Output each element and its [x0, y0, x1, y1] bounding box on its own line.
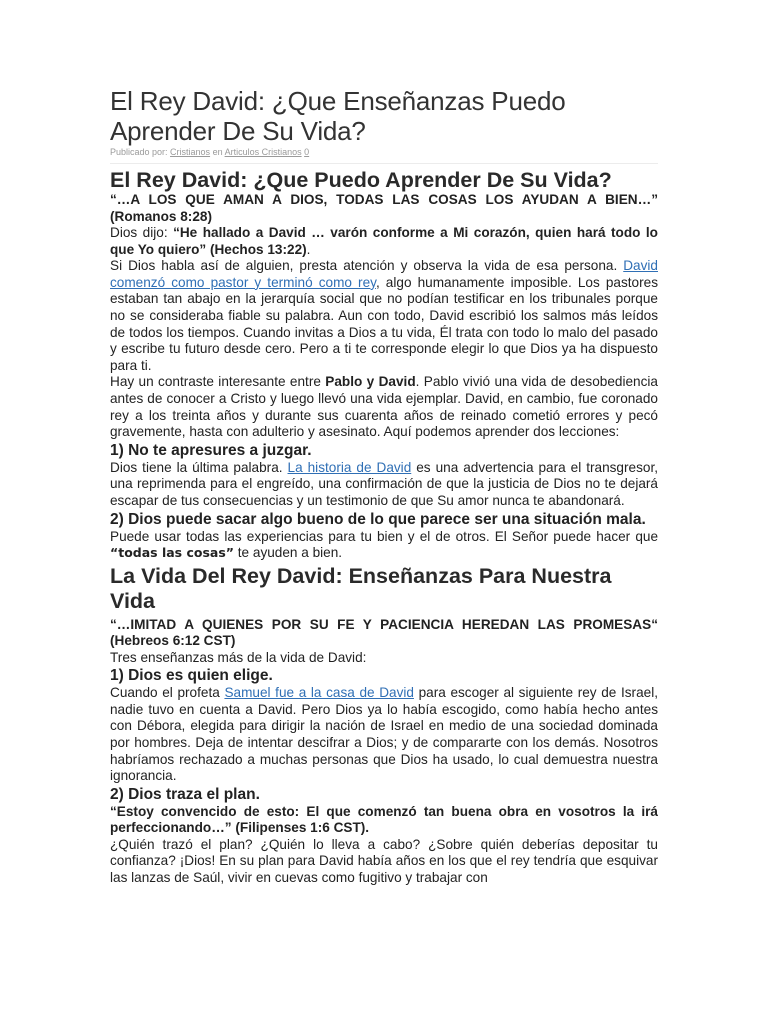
text: Hay un contraste interesante entre — [110, 374, 326, 390]
paragraph-point1 — [110, 685, 658, 785]
meta-in: en — [210, 147, 225, 157]
lesson1-heading: 1) No te apresures a juzgar. — [110, 441, 312, 459]
text: te ayuden a bien. — [234, 545, 343, 561]
text: . — [306, 241, 311, 257]
point1-heading: 1) Dios es quien elige. — [110, 667, 273, 685]
text: , algo humanamente imposible. Los pastores estaban tan abajo en la jerarquía social que no podían testificar en los tribunales porque no se consideraba fiable su palabra. Aun con todo, David escribió los salmos más leídos de todos los tiempos. Cuando invitas a Dios a tu vida, Él trata con todo lo malo del pasado y escribe tu futuro desde cero. Pero a ti te corresponde elegir lo que Dios ya ha dispuesto para ti. — [110, 274, 658, 373]
link-historia-david[interactable]: La historia de David — [287, 459, 412, 475]
paragraph-pablo-david — [110, 374, 658, 440]
point2-heading: 2) Dios traza el plan. — [110, 785, 260, 803]
post-meta — [110, 147, 658, 164]
section2-verse: “…IMITAD A QUIENES POR SU FE Y PACIENCIA HEREDAN LAS PROMESAS“ (Hebreos 6:12 CST) — [110, 616, 658, 649]
bold-text: Pablo y David — [325, 374, 416, 390]
point2-verse: “Estoy convencido de esto: El que comenzó tan buena obra en vosotros la irá perfeccionando…” (Filipenses 1:6 CST). — [110, 803, 658, 836]
comments-count-link[interactable]: 0 — [304, 147, 310, 157]
article — [110, 86, 658, 887]
text: Dios dijo: — [110, 225, 174, 240]
text: Cuando el profeta — [110, 685, 225, 701]
text: Dios tiene la última palabra. — [110, 459, 288, 475]
paragraph-lesson1 — [110, 460, 658, 510]
paragraph-intro: Tres enseñanzas más de la vida de David: — [110, 649, 367, 665]
link-pastor-rey[interactable]: David comenzó como pastor y terminó como rey — [110, 258, 658, 290]
section2-heading: La Vida Del Rey David: Enseñanzas Para Nuestra Vida — [110, 563, 612, 613]
text: Si Dios habla así de alguien, presta atención y observa la vida de esa persona. — [110, 258, 624, 274]
category-link[interactable]: Articulos Cristianos — [224, 147, 302, 157]
paragraph-dios-dijo — [110, 225, 658, 258]
text: es una advertencia para el transgresor, una reprimenda para el engreído, una confirmación de que la justicia de Dios no te dejará escapar de tus consecuencias y un testimonio de que Su amor nunca te abandonará. — [110, 459, 658, 508]
text: Puede usar todas las experiencias para tu bien y el de otros. El Señor puede hacer que — [110, 528, 658, 544]
link-samuel[interactable]: Samuel fue a la casa de David — [224, 685, 414, 701]
section1-verse: “…A LOS QUE AMAN A DIOS, TODAS LAS COSAS LOS AYUDAN A BIEN…” (Romanos 8:28) — [110, 192, 658, 224]
meta-prefix: Publicado por: — [110, 147, 171, 157]
article-title: El Rey David: ¿Que Enseñanzas Puedo Aprender De Su Vida? — [110, 86, 566, 146]
paragraph-lesson2 — [110, 529, 658, 562]
bold-text: “todas las cosas” — [110, 545, 234, 561]
bold-quote: “He hallado a David … varón conforme a Mi corazón, quien hará todo lo que Yo quiero” (Hechos 13:22) — [110, 225, 658, 257]
paragraph-pastor-rey — [110, 258, 658, 374]
author-link[interactable]: Cristianos — [170, 147, 211, 157]
text: . Pablo vivió una vida de desobediencia antes de conocer a Cristo y luego llevó una vida ejemplar. David, en cambio, fue coronado rey a los treinta años y durante sus cuarenta años de reinado cometió errores y pecó gravemente, hasta con adulterio y asesinato. Aquí podemos aprender dos lecciones: — [110, 374, 658, 440]
paragraph-point2: ¿Quién trazó el plan? ¿Quién lo lleva a cabo? ¿Sobre quién deberías depositar tu confianza? ¡Dios! En su plan para David había años en los que el rey tendría que esquivar las lanzas de Saúl, vivir en cuevas como fugitivo y trabajar con — [110, 836, 658, 886]
text: para escoger al siguiente rey de Israel, nadie tuvo en cuenta a David. Pero Dios ya lo había escogido, como había hecho antes con Débora, elegida para dirigir la nación de Israel en medio de una sociedad dominada por hombres. Deja de intentar descifrar a Dios; y de compararte con los demás. Nosotros habríamos rechazado a muchas personas que Dios ha usado, lo cual demuestra nuestra ignorancia. — [110, 685, 658, 784]
lesson2-heading: 2) Dios puede sacar algo bueno de lo que parece ser una situación mala. — [110, 510, 646, 528]
section1-heading: El Rey David: ¿Que Puedo Aprender De Su Vida? — [110, 168, 612, 192]
